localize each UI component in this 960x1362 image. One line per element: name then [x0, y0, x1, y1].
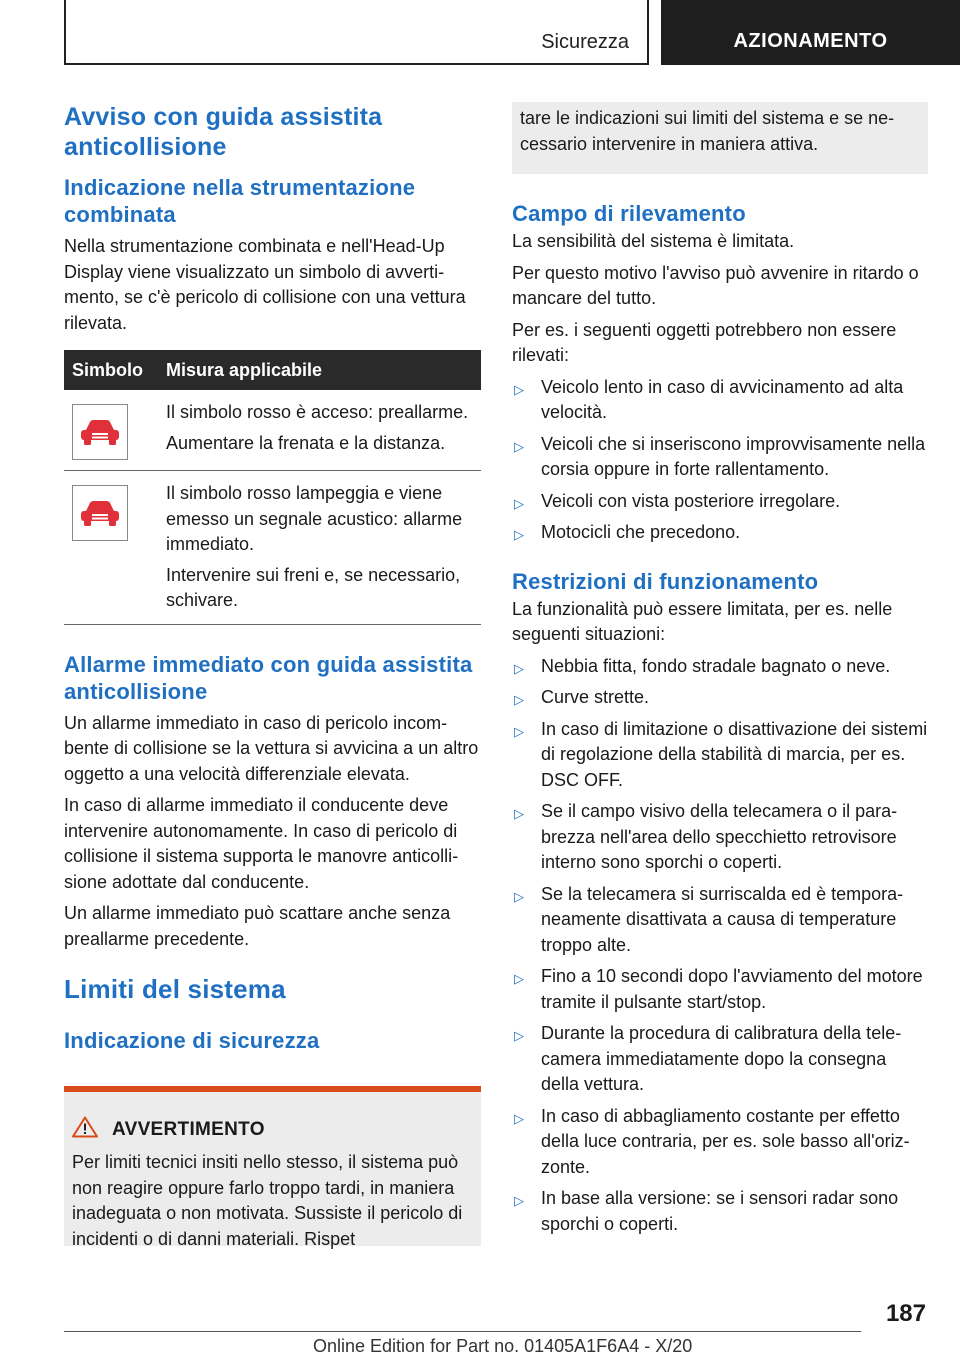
paragraph-campo-1: La sensibilità del sistema è limitata. — [512, 231, 795, 251]
list-item: ▷ Durante la procedura di calibratura della telecamera immediatamente dopo la consegna della vettura. — [514, 1023, 902, 1094]
table-cell-measure — [158, 471, 481, 625]
warning-box — [64, 1086, 481, 1249]
list-item: ▷ In caso di limitazione o disattivazione dei sistemi di regolazione della stabilità di marcia, per es. DSC OFF. — [514, 718, 928, 790]
triangle-bullet-icon: ▷ — [514, 806, 524, 821]
list-item: ▷ Se la telecamera si surriscalda ed è temporaneamente disattivata a causa di temperature troppo alte. — [514, 883, 904, 955]
list-item: ▷ Veicoli che si inseriscono improvvisamente nella corsia oppure in forte rallentamento. — [514, 433, 926, 479]
header-chapter-tab — [661, 0, 960, 65]
table-row — [64, 390, 481, 471]
measure-line: Aumentare la frenata e la distanza. — [166, 432, 446, 453]
measure-line: Intervenire sui freni e, se necessario, schivare. — [166, 564, 461, 610]
subsection-title-allarme: Allarme immediato con guida assistita anticollisione — [64, 651, 473, 704]
table-header-symbol: Simbolo — [64, 350, 158, 390]
header-section-frame — [64, 0, 649, 65]
warning-text: Per limiti tecnici insiti nello stesso, il sistema può non reagire oppure farlo troppo tardi, in maniera inadeguata o non motivata. Sussiste il pericolo di incidenti o di danni materiali. Rispet — [72, 1152, 463, 1249]
subsection-title-sicurezza: Indicazione di sicurezza — [64, 1028, 320, 1053]
triangle-bullet-icon: ▷ — [514, 495, 524, 511]
subsection-title-indicazione: Indicazione nella strumentazione combinata — [64, 175, 416, 227]
triangle-bullet-icon: ▷ — [514, 438, 524, 454]
section-title-avviso: Avviso con guida assistita anticollisione — [64, 103, 383, 161]
list-item: ▷ In base alla versione: se i sensori radar sono sporchi o coperti. — [514, 1188, 899, 1234]
car-warning-red-flashing-icon — [72, 485, 128, 541]
subsection-title-campo: Campo di rilevamento — [512, 201, 746, 226]
paragraph-campo-2: Per questo motivo l'avviso può avvenire in ritardo o mancare del tutto. — [512, 262, 919, 308]
header-section-title: Sicurezza — [541, 31, 629, 53]
table-row — [64, 471, 481, 625]
list-item: ▷ In caso di abbagliamento costante per effetto della luce contraria, per es. sole basso all'orizzonte. — [514, 1105, 910, 1177]
triangle-bullet-icon: ▷ — [514, 692, 524, 707]
triangle-bullet-icon: ▷ — [514, 1028, 524, 1043]
warning-triangle-icon — [72, 1116, 98, 1144]
warning-label: AVVERTIMENTO — [112, 1119, 265, 1140]
measure-line: Il simbolo rosso lampeggia e viene emesso un segnale acustico: allarme immediato. — [166, 483, 463, 554]
list-item: ▷ Veicoli con vista posteriore irregolare. — [512, 489, 928, 515]
table-header-measure: Misura applicabile — [158, 350, 481, 390]
paragraph-restrizioni: La funzionalità può essere limitata, per es. nelle seguenti situazioni: — [512, 598, 893, 644]
warning-box-continued — [512, 102, 928, 174]
triangle-bullet-icon: ▷ — [514, 660, 524, 676]
section-title-limiti: Limiti del sistema — [64, 974, 286, 1004]
right-column — [512, 102, 928, 1243]
car-warning-red-icon — [72, 404, 128, 460]
list-item: ▷ Veicolo lento in caso di avvicinamento ad alta velocità. — [514, 376, 904, 422]
table-cell-measure — [158, 390, 481, 471]
list-item: ▷ Nebbia fitta, fondo stradale bagnato o neve. — [512, 654, 928, 680]
page-number: 187 — [885, 1300, 926, 1327]
list-item: ▷ Fino a 10 secondi dopo l'avviamento del motore tramite il pulsante start/stop. — [514, 966, 923, 1012]
warning-text-continued: tare le indicazioni sui limiti del sistema e se necessario intervenire in maniera attiva. — [520, 108, 895, 154]
list-restrictions — [512, 654, 928, 1238]
footer-edition: Online Edition for Part no. 01405A1F6A4 - X/20 — [313, 1336, 693, 1356]
paragraph-campo-3: Per es. i seguenti oggetti potrebbero non essere rilevati: — [512, 319, 897, 365]
list-item: ▷ Curve strette. — [512, 685, 928, 711]
paragraph-allarme-1: Un allarme immediato in caso di pericolo incombente di collisione se la vettura si avvicina a un altro oggetto a una velocità differenziale elevata. — [64, 712, 479, 784]
paragraph-indicazione: Nella strumentazione combinata e nell'Head-Up Display viene visualizzato un simbolo di avvertimento, se c'è pericolo di collisione con una vettura rilevata. — [64, 236, 466, 333]
left-column — [64, 102, 481, 1054]
triangle-bullet-icon: ▷ — [514, 1110, 524, 1126]
subsection-title-restrizioni: Restrizioni di funzionamento — [512, 568, 819, 594]
list-item: ▷ Motocicli che precedono. — [512, 520, 928, 546]
header-chapter-label: AZIONAMENTO — [733, 30, 888, 52]
paragraph-allarme-2: In caso di allarme immediato il conducente deve intervenire autonomamente. In caso di pericolo di collisione il sistema supporta le manovre anticollisione adottate dal conducente. — [64, 795, 459, 892]
table-header-row — [64, 350, 481, 390]
measure-line: Il simbolo rosso è acceso: preallarme. — [166, 402, 469, 422]
footer-divider — [64, 1331, 861, 1332]
triangle-bullet-icon: ▷ — [514, 971, 524, 986]
list-item: ▷ Se il campo visivo della telecamera o il parabrezza nell'area dello specchietto retrovisore interno sono sporchi o coperti. — [514, 801, 898, 872]
warning-heading — [72, 1116, 473, 1144]
triangle-bullet-icon: ▷ — [514, 723, 524, 739]
triangle-bullet-icon: ▷ — [514, 381, 524, 397]
table-cell-symbol — [64, 390, 158, 471]
triangle-bullet-icon: ▷ — [514, 1193, 524, 1208]
triangle-bullet-icon: ▷ — [514, 888, 524, 904]
paragraph-allarme-3: Un allarme immediato può scattare anche senza preallarme precedente. — [64, 903, 451, 949]
list-objects — [512, 375, 928, 546]
symbol-table — [64, 350, 481, 625]
table-cell-symbol — [64, 471, 158, 625]
triangle-bullet-icon: ▷ — [514, 527, 524, 542]
